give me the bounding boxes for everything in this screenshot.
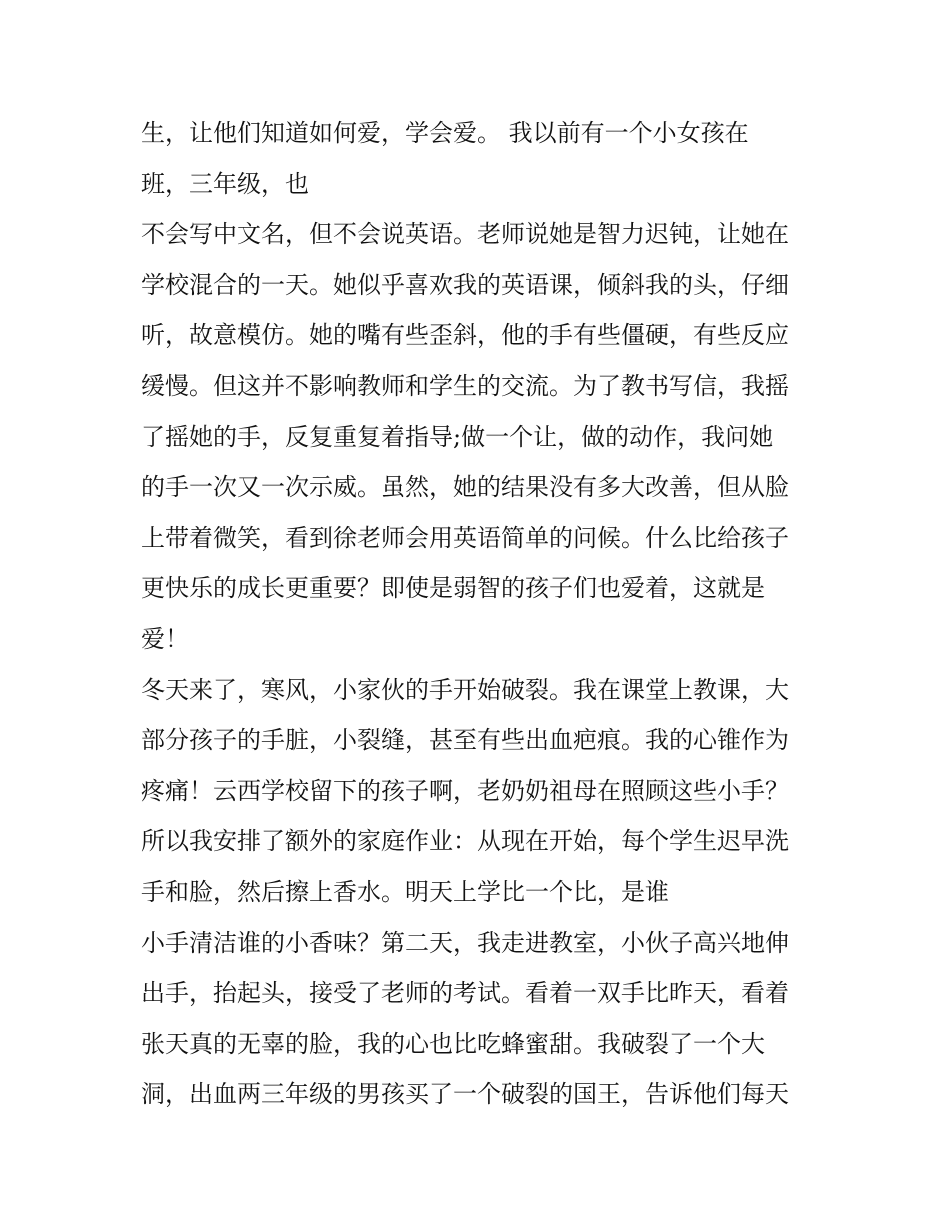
text-line: 了摇她的手，反复重复着指导;做一个让，做的动作，我问她: [141, 422, 774, 451]
text-line: 学校混合的一天。她似乎喜欢我的英语课，倾斜我的头，仔细: [141, 270, 789, 299]
text-line: 缓慢。但这并不影响教师和学生的交流。为了教书写信，我摇: [141, 371, 789, 400]
text-line: 手和脸，然后擦上香水。明天上学比一个比，是谁: [141, 877, 669, 906]
text-line: 张天真的无辜的脸，我的心也比吃蜂蜜甜。我破裂了一个大: [141, 1029, 765, 1058]
text-line: 爱！: [141, 624, 189, 653]
body-text: [141, 108, 831, 1120]
text-line: 小手清洁谁的小香味？第二天，我走进教室，小伙子高兴地伸: [141, 928, 789, 957]
text-line: 所以我安排了额外的家庭作业：从现在开始，每个学生迟早洗: [141, 827, 789, 856]
text-line: 洞，出血两三年级的男孩买了一个破裂的国王，告诉他们每天: [141, 1080, 789, 1109]
text-line: 生，让他们知道如何爱，学会爱。 我以前有一个小女孩在: [141, 119, 749, 147]
text-line: 冬天来了，寒风，小家伙的手开始破裂。我在课堂上教课，大: [141, 675, 789, 704]
text-line: 上带着微笑，看到徐老师会用英语简单的问候。什么比给孩子: [141, 523, 789, 552]
text-line: 部分孩子的手脏，小裂缝，甚至有些出血疤痕。我的心锥作为: [141, 726, 789, 755]
text-line: 不会写中文名，但不会说英语。老师说她是智力迟钝，让她在: [141, 220, 789, 249]
text-line: 出手，抬起头，接受了老师的考试。看着一双手比昨天，看着: [141, 979, 789, 1008]
text-line: 疼痛！云西学校留下的孩子啊，老奶奶祖母在照顾这些小手？: [141, 776, 789, 805]
text-line: 的手一次又一次示威。虽然，她的结果没有多大改善，但从脸: [141, 473, 789, 502]
text-line: 班，三年级，也: [141, 169, 309, 198]
text-line: 听，故意模仿。她的嘴有些歪斜，他的手有些僵硬，有些反应: [141, 321, 789, 350]
text-line: 更快乐的成长更重要？即使是弱智的孩子们也爱着，这就是: [141, 574, 765, 603]
